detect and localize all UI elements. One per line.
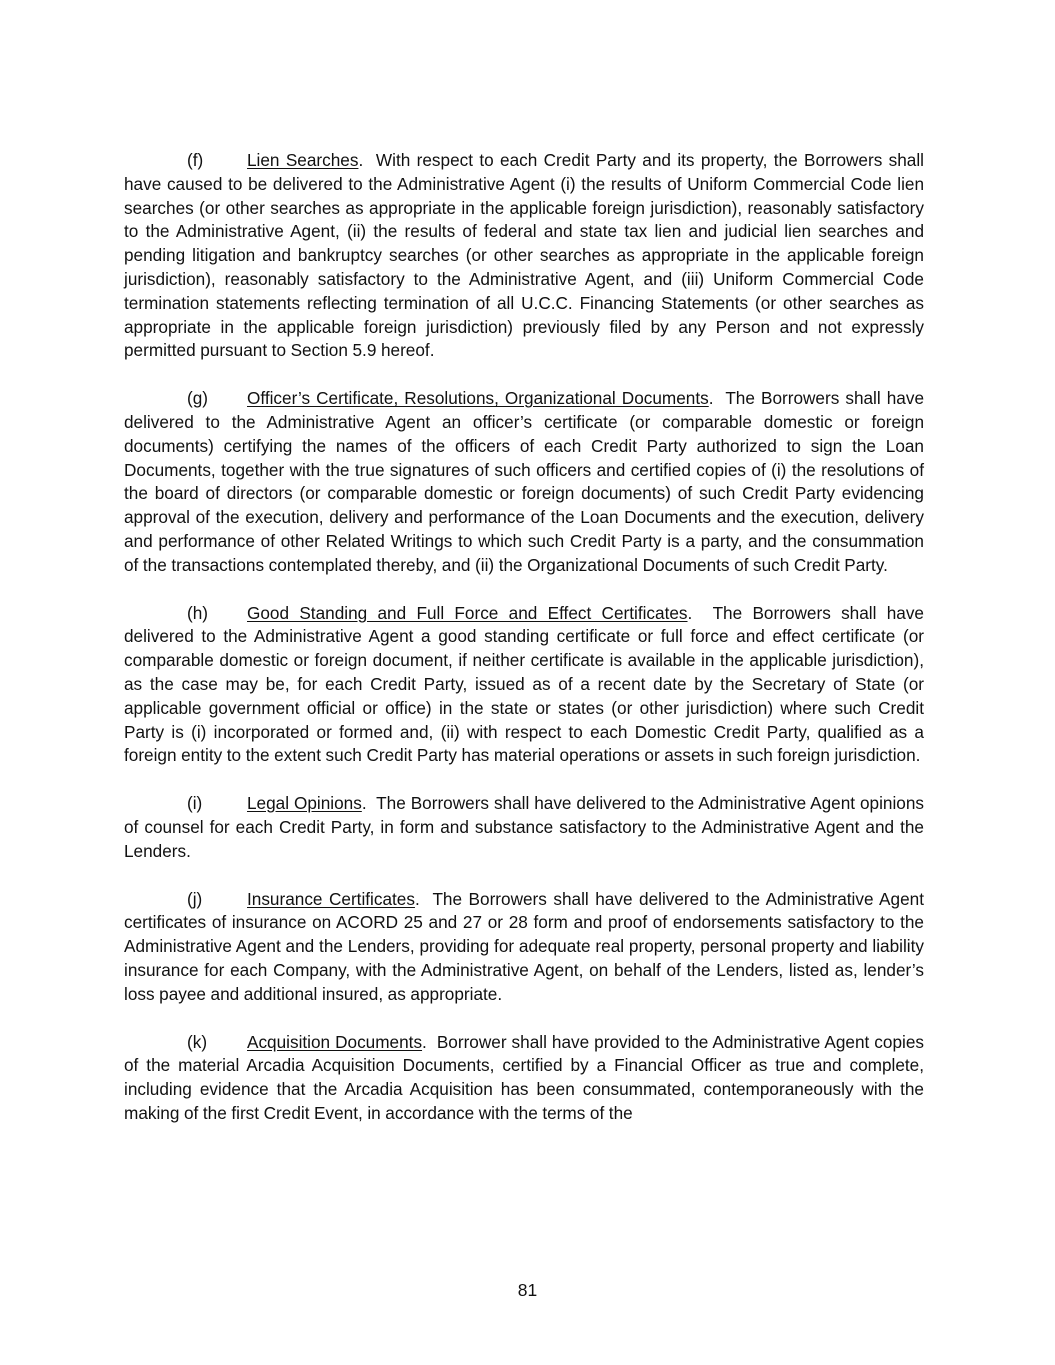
- clause-label: (g): [187, 388, 209, 409]
- clause-heading: Lien Searches: [247, 150, 359, 170]
- clause-heading: Officer’s Certificate, Resolutions, Organizational Documents: [247, 388, 709, 409]
- clause-label: (f): [187, 150, 204, 170]
- clause-k: (k) Acquisition Documents. Borrower shall have provided to the Administrative Agent copies of the material Arcadia Acquisition Documents, certified by a Financial Officer as true and complete, including evidence that the Arcadia Acquisition has been consummated, contemporaneously with the making of the first Credit Event, in accordance with the terms of the: [124, 1031, 924, 1123]
- clause-text: The Borrowers shall have delivered to the Administrative Agent an officer’s certificate (or comparable domestic or foreign documents) certifying the names of the officers of each Credit Party authorized to sign the Loan Documents, together with the true signatures of such officers and certified copies of (i) the resolutions of the board of directors (or comparable domestic or foreign documents) of such Credit Party evidencing approval of the execution, delivery and performance of the Loan Documents and the execution, delivery and performance of other Related Writings to which such Credit Party is a party, and the consummation of the transactions contemplated thereby, and (ii) the Organizational Documents of such Credit Party.: [124, 388, 925, 575]
- clause-text: Borrower shall have provided to the Administrative Agent copies of the material Arcadia Acquisition Documents, certified by a Financial Officer as true and complete, including evidence that the Arcadia Acquisition has been consummated, contemporaneously with the making of the first Credit Event, in accordance with the terms of the: [124, 1031, 924, 1123]
- clause-label: (j): [187, 888, 203, 909]
- clause-heading: Acquisition Documents: [247, 1031, 423, 1052]
- clause-heading: Legal Opinions: [247, 793, 362, 814]
- clause-label: (h): [187, 602, 209, 623]
- clause-i: (i) Legal Opinions. The Borrowers shall have delivered to the Administrative Agent opinions of counsel for each Credit Party, in form and substance satisfactory to the Administrative Agent and the Lenders.: [124, 793, 925, 861]
- clause-j: (j) Insurance Certificates. The Borrowers shall have delivered to the Administrative Agent certificates of insurance on ACORD 25 and 27 or 28 form and proof of endorsements satisfactory to the Administrative Agent and the Lenders, providing for adequate real property, personal property and liability insurance for each Company, with the Administrative Agent, on behalf of the Lenders, listed as, lender’s loss payee and additional insured, as appropriate.: [124, 888, 924, 1004]
- clause-text: The Borrowers shall have delivered to the Administrative Agent certificates of insurance on ACORD 25 and 27 or 28 form and proof of endorsements satisfactory to the Administrative Agent and the Lenders, providing for adequate real property, personal property and liability insurance for each Company, with the Administrative Agent, on behalf of the Lenders, listed as, lender’s loss payee and additional insured, as appropriate.: [124, 888, 924, 1004]
- clause-f: (f) Lien Searches. With respect to each Credit Party and its property, the Borrowers shall have caused to be delivered to the Administrative Agent (i) the results of Uniform Commercial Code lien searches (or other searches as appropriate in the applicable foreign jurisdiction), reasonably satisfactory to the Administrative Agent, (ii) the results of federal and state tax lien and judicial lien searches and pending litigation and bankruptcy searches (or other searches as appropriate in the applicable foreign jurisdiction), reasonably satisfactory to the Administrative Agent, and (iii) Uniform Commercial Code termination statements reflecting termination of all U.C.C. Financing Statements (or other searches as appropriate in the applicable foreign jurisdiction) previously filed by any Person and not expressly permitted pursuant to Section 5.9 hereof.: [124, 150, 924, 361]
- clause-heading: Insurance Certificates: [247, 888, 415, 909]
- clause-text: The Borrowers shall have delivered to the Administrative Agent opinions of counsel for each Credit Party, in form and substance satisfactory to the Administrative Agent and the Lenders.: [124, 793, 925, 861]
- document-body: [124, 149, 924, 1150]
- clause-text: With respect to each Credit Party and its property, the Borrowers shall have caused to be delivered to the Administrative Agent (i) the results of Uniform Commercial Code lien searches (or other searches as appropriate in the applicable foreign jurisdiction), reasonably satisfactory to the Administrative Agent, (ii) the results of federal and state tax lien and judicial lien searches and pending litigation and bankruptcy searches (or other searches as appropriate in the applicable foreign jurisdiction), reasonably satisfactory to the Administrative Agent, and (iii) Uniform Commercial Code termination statements reflecting termination of all U.C.C. Financing Statements (or other searches as appropriate in the applicable foreign jurisdiction) previously filed by any Person and not expressly permitted pursuant to Section 5.9 hereof.: [124, 150, 924, 361]
- clause-heading: Good Standing and Full Force and Effect Certificates: [247, 602, 688, 623]
- clause-text: The Borrowers shall have delivered to the Administrative Agent a good standing certificate or full force and effect certificate (or comparable domestic or foreign document, if neither certificate is available in the applicable jurisdiction), as the case may be, for each Credit Party, issued as of a recent date by the Secretary of State (or applicable government official or office) in the state or states (or other jurisdiction) where such Credit Party is (i) incorporated or formed and, (ii) with respect to each Domestic Credit Party, qualified as a foreign entity to the extent such Credit Party has material operations or assets in such foreign jurisdiction.: [124, 602, 924, 766]
- clause-h: (h) Good Standing and Full Force and Effect Certificates. The Borrowers shall have delivered to the Administrative Agent a good standing certificate or full force and effect certificate (or comparable domestic or foreign document, if neither certificate is available in the applicable jurisdiction), as the case may be, for each Credit Party, issued as of a recent date by the Secretary of State (or applicable government official or office) in the state or states (or other jurisdiction) where such Credit Party is (i) incorporated or formed and, (ii) with respect to each Domestic Credit Party, qualified as a foreign entity to the extent such Credit Party has material operations or assets in such foreign jurisdiction.: [124, 602, 924, 766]
- clause-g: (g) Officer’s Certificate, Resolutions, Organizational Documents. The Borrowers shall have delivered to the Administrative Agent an officer’s certificate (or comparable domestic or foreign documents) certifying the names of the officers of each Credit Party authorized to sign the Loan Documents, together with the true signatures of such officers and certified copies of (i) the resolutions of the board of directors (or comparable domestic or foreign documents) of such Credit Party evidencing approval of the execution, delivery and performance of the Loan Documents and the execution, delivery and performance of other Related Writings to which such Credit Party is a party, and the consummation of the transactions contemplated thereby, and (ii) the Organizational Documents of such Credit Party.: [124, 388, 925, 575]
- clause-label: (k): [187, 1031, 208, 1052]
- clause-label: (i): [187, 793, 203, 814]
- page-number: 81: [517, 1280, 538, 1300]
